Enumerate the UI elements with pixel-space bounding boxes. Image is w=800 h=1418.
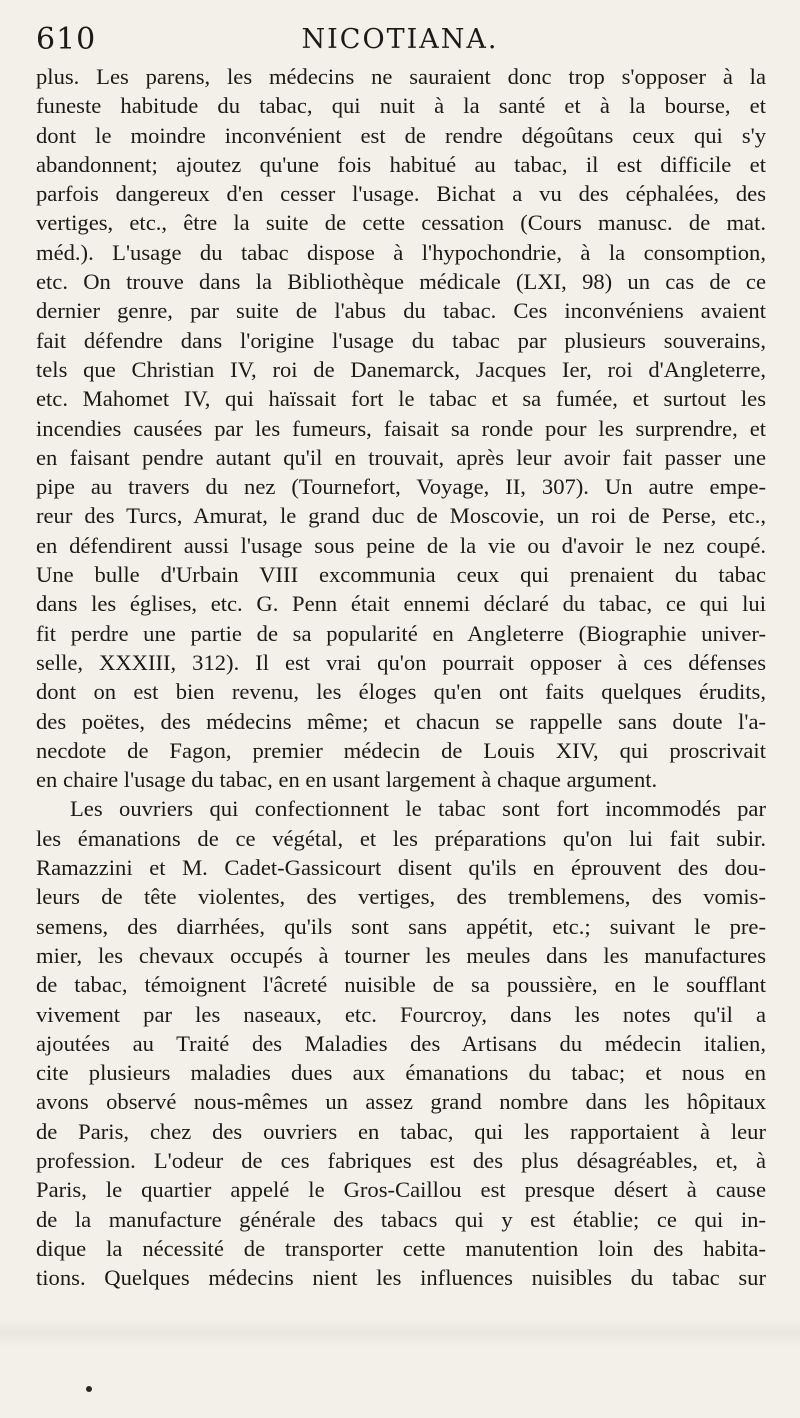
text-line: de Paris, chez des ouvriers en tabac, qui les rapportaient à leur: [36, 1118, 766, 1144]
text-line: dans les églises, etc. G. Penn était ennemi déclaré du tabac, ce qui lui: [36, 591, 766, 617]
text-line: dique la nécessité de transporter cette manutention loin des habita-: [36, 1235, 766, 1261]
text-line: reur des Turcs, Amurat, le grand duc de Moscovie, un roi de Perse, etc.,: [36, 503, 766, 529]
text-line: etc. Mahomet IV, qui haïssait fort le tabac et sa fumée, et surtout les: [36, 386, 766, 412]
text-line: dernier genre, par suite de l'abus du tabac. Ces inconvéniens avaient: [36, 298, 766, 324]
text-line: cite plusieurs maladies dues aux émanations du tabac; et nous en: [36, 1060, 766, 1086]
text-line: des poëtes, des médecins même; et chacun se rappelle sans doute l'a-: [36, 708, 766, 734]
text-line: ajoutées au Traité des Maladies des Artisans du médecin italien,: [36, 1030, 766, 1056]
text-line: fait défendre dans l'origine l'usage du tabac par plusieurs souverains,: [36, 327, 766, 353]
text-line: selle, XXXIII, 312). Il est vrai qu'on pourrait opposer à ces défenses: [36, 649, 766, 675]
text-line: fit perdre une partie de sa popularité en Angleterre (Biographie univer-: [36, 620, 766, 646]
paragraph-1: [36, 62, 766, 794]
text-line: dont le moindre inconvénient est de rendre dégoûtans ceux qui s'y: [36, 122, 766, 148]
text-line: de la manufacture générale des tabacs qui y est établie; ce qui in-: [36, 1206, 766, 1232]
text-line: tels que Christian IV, roi de Danemarck, Jacques Ier, roi d'Angleterre,: [36, 356, 766, 382]
text-line: en défendirent aussi l'usage sous peine de la vie ou d'avoir le nez coupé.: [36, 532, 766, 558]
text-line: leurs de tête violentes, des vertiges, des tremblemens, des vomis-: [36, 884, 766, 910]
text-line: vivement par les naseaux, etc. Fourcroy, dans les notes qu'il a: [36, 1001, 766, 1027]
text-line: semens, des diarrhées, qu'ils sont sans appétit, etc.; suivant le pre-: [36, 913, 766, 939]
text-line: profession. L'odeur de ces fabriques est des plus désagréables, et, à: [36, 1147, 766, 1173]
text-line: dont on est bien revenu, les éloges qu'en ont faits quelques érudits,: [36, 679, 766, 705]
text-line: de tabac, témoignent l'âcreté nuisible de sa poussière, en le soufflant: [36, 972, 766, 998]
text-line: abandonnent; ajoutez qu'une fois habitué au tabac, il est difficile et: [36, 151, 766, 177]
bleed-through-shadow: [0, 1318, 800, 1348]
text-line: Les ouvriers qui confectionnent le tabac sont fort incommodés par: [70, 796, 766, 822]
text-line: mier, les chevaux occupés à tourner les meules dans les manufactures: [36, 942, 766, 968]
text-line: etc. On trouve dans la Bibliothèque médicale (LXI, 98) un cas de ce: [36, 269, 766, 295]
text-line: Paris, le quartier appelé le Gros-Caillou est presque désert à cause: [36, 1177, 766, 1203]
text-line: funeste habitude du tabac, qui nuit à la santé et à la bourse, et: [36, 93, 766, 119]
body-text: [36, 62, 766, 1292]
running-head: NICOTIANA.: [301, 24, 499, 55]
text-line: avons observé nous-mêmes un assez grand nombre dans les hôpitaux: [36, 1089, 766, 1115]
text-line: plus. Les parens, les médecins ne sauraient donc trop s'opposer à la: [36, 64, 766, 89]
text-line: les émanations de ce végétal, et les préparations qu'on lui fait subir.: [36, 825, 766, 851]
text-line: Une bulle d'Urbain VIII excommunia ceux qui prenaient du tabac: [36, 562, 766, 588]
page-number: 610: [36, 22, 97, 57]
text-line: incendies causées par les fumeurs, faisait sa ronde pour les surprendre, et: [36, 415, 766, 441]
text-line: vertiges, etc., être la suite de cette cessation (Cours manusc. de mat.: [36, 210, 766, 236]
paragraph-2: [36, 794, 766, 1292]
text-line: tions. Quelques médecins nient les influences nuisibles du tabac sur: [36, 1265, 766, 1291]
page-header: [36, 22, 764, 62]
text-line: en chaire l'usage du tabac, en en usant largement à chaque argument.: [36, 767, 658, 793]
text-line: necdote de Fagon, premier médecin de Louis XIV, qui proscrivait: [36, 737, 766, 763]
text-line: Ramazzini et M. Cadet-Gassicourt disent qu'ils en éprouvent des dou-: [36, 855, 766, 881]
text-line: en faisant pendre autant qu'il en trouvait, après leur avoir fait passer une: [36, 444, 766, 470]
ink-speck: [86, 1386, 92, 1392]
text-line: méd.). L'usage du tabac dispose à l'hypochondrie, à la consomption,: [36, 239, 766, 265]
text-line: pipe au travers du nez (Tournefort, Voyage, II, 307). Un autre empe-: [36, 474, 766, 500]
text-line: parfois dangereux d'en cesser l'usage. Bichat a vu des céphalées, des: [36, 181, 766, 207]
